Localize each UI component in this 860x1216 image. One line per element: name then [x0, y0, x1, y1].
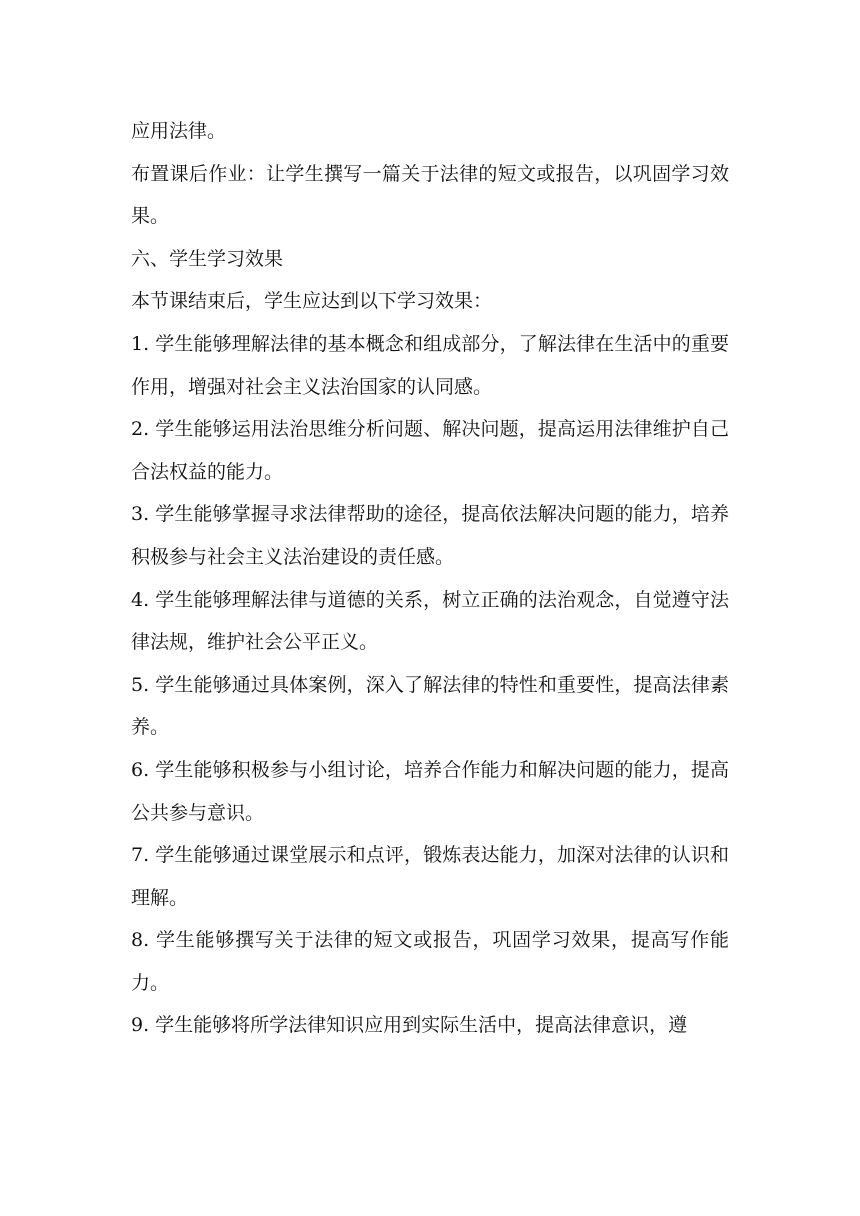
list-item-5: 5. 学生能够通过具体案例，深入了解法律的特性和重要性，提高法律素养。: [131, 673, 729, 739]
list-item-9: 9. 学生能够将所学法律知识应用到实际生活中，提高法律意识，遵: [131, 1014, 688, 1037]
paragraph-homework: 布置课后作业：让学生撰写一篇关于法律的短文或报告，以巩固学习效果。: [131, 162, 729, 228]
list-item-8: 8. 学生能够撰写关于法律的短文或报告，巩固学习效果，提高写作能力。: [131, 929, 729, 994]
paragraph-intro: 本节课结束后，学生应达到以下学习效果：: [131, 290, 493, 313]
document-body: [131, 110, 729, 1047]
list-item-3: 3. 学生能够掌握寻求法律帮助的途径，提高依法解决问题的能力，培养积极参与社会主义法治建设的责任感。: [131, 503, 729, 568]
list-item-1: 1. 学生能够理解法律的基本概念和组成部分，了解法律在生活中的重要作用，增强对社会主义法治国家的认同感。: [131, 332, 729, 398]
list-item-2: 2. 学生能够运用法治思维分析问题、解决问题，提高运用法律维护自己合法权益的能力。: [131, 418, 729, 483]
section-heading: 六、学生学习效果: [131, 247, 284, 270]
list-item-6: 6. 学生能够积极参与小组讨论，培养合作能力和解决问题的能力，提高公共参与意识。: [131, 758, 729, 824]
paragraph-continuation: 应用法律。: [131, 120, 227, 142]
list-item-7: 7. 学生能够通过课堂展示和点评，锻炼表达能力，加深对法律的认识和理解。: [131, 844, 729, 909]
list-item-4: 4. 学生能够理解法律与道德的关系，树立正确的法治观念，自觉遵守法律法规，维护社会公平正义。: [131, 588, 729, 654]
